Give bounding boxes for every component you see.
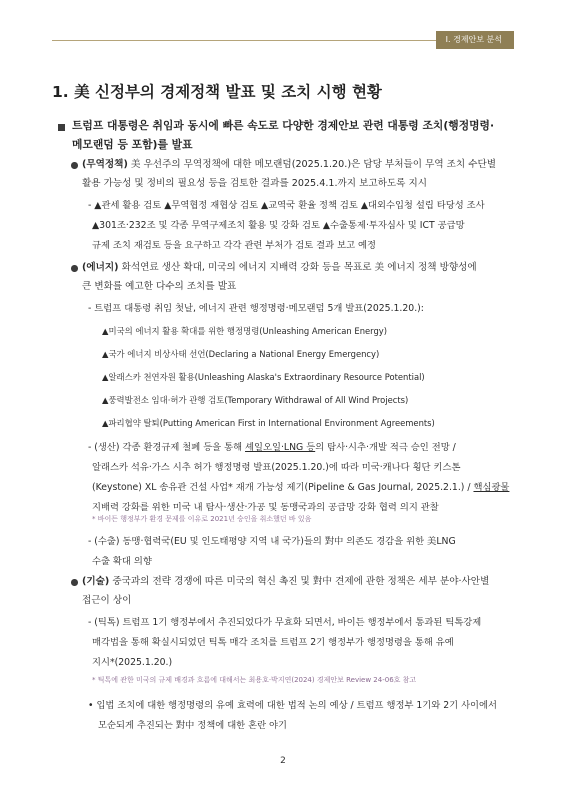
energy-line-2: 큰 변화를 예고한 다수의 조치를 발표	[82, 281, 237, 292]
energy-item: ▲파리협약 탈퇴(Putting American First in International Environment Agreements)	[102, 418, 435, 428]
section-tag: Ⅰ. 경제안보 분석	[436, 31, 514, 49]
energy-tag: (에너지)	[82, 262, 119, 273]
trade-line-2: 활용 가능성 및 정비의 필요성 등을 검토한 결과를 2025.4.1.까지 보고하도록 지시	[82, 178, 428, 189]
prod-text: 의 탐사·시추·개발 적극 승인 전망 /	[315, 442, 456, 453]
prod-underlined: 핵심광물	[473, 482, 510, 493]
tech-bullet-1: • 입법 조치에 대한 행정명령의 유예 효력에 대한 법적 논의 예상 / 트럼프 행정부 1기와 2기 사이에서	[88, 700, 497, 711]
energy-item: ▲미국의 에너지 활용 확대를 위한 행정명령(Unleashing American Energy)	[102, 326, 387, 336]
energy-footnote: * 바이든 행정부가 환경 문제를 이유로 2021년 승인을 취소했던 바 있음	[92, 515, 312, 523]
energy-sub-intro: - 트럼프 대통령 취임 첫날, 에너지 관련 행정명령·메모랜덤 5개 발표(2025.1.20.):	[88, 303, 424, 314]
tech-line-1	[82, 572, 514, 591]
energy-production-1	[88, 438, 514, 458]
energy-item: ▲풍력발전소 임대·허가 관행 검토(Temporary Withdrawal of All Wind Projects)	[102, 395, 409, 405]
tech-bullet-2: 모순되게 추진되는 對中 정책에 대한 혼란 야기	[98, 720, 287, 731]
energy-item: ▲국가 에너지 비상사태 선언(Declaring a National Energy Emergency)	[102, 349, 380, 359]
trade-sub-3: 규제 조치 재검토 등을 요구하고 각각 관련 부처가 검토 결과 보고 예정	[92, 240, 376, 251]
energy-export-2: 수출 확대 의향	[92, 556, 152, 567]
energy-production-3	[92, 478, 518, 498]
tech-text: 중국과의 전략 경쟁에 따른 미국의 혁신 촉진 및 對中 견제에 관한 정책은 세부 분야·사안별	[109, 576, 490, 587]
round-bullet-icon	[71, 579, 78, 586]
round-bullet-icon	[71, 265, 78, 272]
prod-text: - (생산) 각종 환경규제 철폐 등을 통해	[88, 442, 246, 453]
energy-text: 화석연료 생산 확대, 미국의 에너지 지배력 강화 등을 목표로 美 에너지 정책 방향성에	[118, 262, 477, 273]
energy-item: ▲알래스카 천연자원 활용(Unleashing Alaska's Extraordinary Resource Potential)	[102, 372, 425, 382]
energy-production-4: 지배력 강화를 위한 미국 내 탐사·생산·가공 및 동맹국과의 공급망 강화 협력 의지 관찰	[92, 502, 439, 513]
tech-footnote: * 틱톡에 관한 미국의 규제 배경과 흐름에 대해서는 최용호·박지연(2024) 경제안보 Review 24-06호 참고	[92, 676, 417, 684]
trade-tag: (무역정책)	[82, 159, 128, 170]
page-title: 1. 美 신정부의 경제정책 발표 및 조치 시행 현황	[52, 83, 382, 101]
intro-line-2: 메모랜덤 등 포함)를 발표	[72, 138, 193, 151]
prod-text: (Keystone) XL 송유관 건설 사업* 재개 가능성 제기(Pipeline & Gas Journal, 2025.2.1.) /	[92, 482, 474, 493]
energy-export-1: - (수출) 동맹·협력국(EU 및 인도태평양 지역 내 국가)들의 對中 의존도 경감을 위한 美LNG	[88, 536, 456, 547]
energy-line-1	[82, 258, 514, 277]
trade-sub-1: - ▲관세 활용 검토 ▲무역협정 재협상 검토 ▲교역국 환율 정책 검토 ▲대외수입청 설립 타당성 조사	[88, 200, 485, 211]
prod-underlined: 셰일오일·LNG 등	[245, 442, 316, 453]
tiktok-line-1: - (틱톡) 트럼프 1기 행정부에서 추진되었다가 무효화 되면서, 바이든 행정부에서 통과된 틱톡강제	[88, 617, 482, 628]
tech-tag: (기술)	[82, 576, 110, 587]
square-bullet-icon	[58, 124, 65, 131]
trade-line-1	[82, 155, 514, 174]
energy-production-2: 알래스카 석유·가스 시추 허가 행정명령 발표(2025.1.20.)에 따라 미국·캐나다 횡단 키스톤	[92, 462, 461, 473]
page-number: 2	[280, 756, 286, 766]
round-bullet-icon	[71, 162, 78, 169]
trade-text: 美 우선주의 무역정책에 대한 메모랜덤(2025.1.20.)은 담당 부처들이 무역 조치 수단별	[127, 159, 497, 170]
trade-sub-2: ▲301조·232조 및 각종 무역구제조치 활용 및 강화 검토 ▲수출통제·투자심사 및 ICT 공급망	[92, 220, 465, 231]
tech-line-2: 접근이 상이	[82, 595, 132, 606]
tiktok-line-3: 지시*(2025.1.20.)	[92, 657, 173, 668]
tiktok-line-2: 매각법을 통해 확실시되었던 틱톡 매각 조치를 트럼프 2기 행정부가 행정명령을 통해 유예	[92, 637, 454, 648]
intro-line-1: 트럼프 대통령은 취임과 동시에 빠른 속도로 다양한 경제안보 관련 대통령 조치(행정명령·	[72, 119, 495, 132]
